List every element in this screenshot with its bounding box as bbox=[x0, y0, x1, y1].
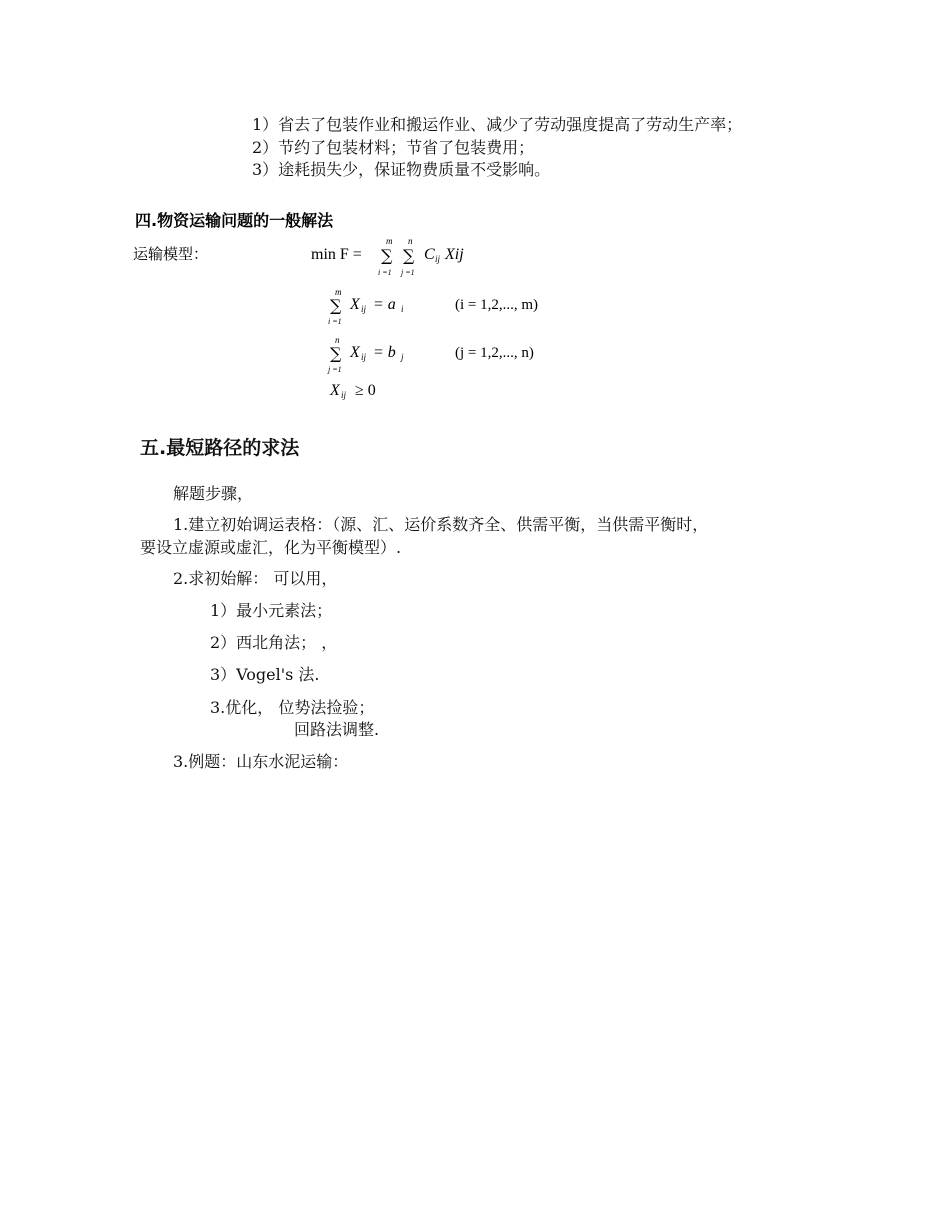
step1-line2: 要设立虚源或虚汇，化为平衡模型）. bbox=[140, 538, 402, 557]
sum-lower-i: i =1 bbox=[378, 268, 392, 277]
example-label: 3.例题：山东水泥运输： bbox=[173, 752, 349, 771]
step3-line1: 3.优化， 位势法捡验； bbox=[210, 698, 375, 717]
sum-lower-j: j =1 bbox=[328, 365, 342, 374]
c3-rhs: ≥ 0 bbox=[355, 382, 376, 399]
method-item-3: 3）Vogel's 法. bbox=[210, 665, 320, 684]
c1-rhs: = a bbox=[373, 296, 396, 313]
sum-upper-m: m bbox=[386, 236, 393, 246]
c1-expr: X bbox=[350, 296, 360, 313]
objective-tail: Xij bbox=[445, 246, 464, 263]
advantage-item-3: 3）途耗损失少，保证物费质量不受影响。 bbox=[252, 160, 551, 179]
sum-upper-n: n bbox=[408, 236, 413, 246]
c1-rhs-sub: i bbox=[401, 304, 404, 314]
advantage-item-1: 1）省去了包装作业和搬运作业、减少了劳动强度提高了劳动生产率； bbox=[252, 115, 743, 134]
c3-sub: ij bbox=[341, 390, 347, 400]
advantage-item-2: 2）节约了包装材料；节省了包装费用； bbox=[252, 138, 535, 157]
transport-model-figure bbox=[133, 206, 593, 406]
method-item-1: 1）最小元素法； bbox=[210, 601, 333, 620]
sigma-icon: ∑ bbox=[403, 246, 415, 265]
steps-label: 解题步骤， bbox=[173, 484, 254, 503]
sum-lower-j: j =1 bbox=[401, 268, 415, 277]
model-label: 运输模型： bbox=[133, 245, 209, 263]
sigma-icon: ∑ bbox=[330, 344, 342, 363]
step3-line2: 回路法调整. bbox=[294, 720, 380, 739]
section4-title: 四.物资运输问题的一般解法 bbox=[135, 211, 334, 230]
c3-expr: X bbox=[330, 382, 340, 399]
objective-sub: ij bbox=[435, 254, 441, 264]
sum-upper-m: m bbox=[335, 287, 342, 297]
method-item-2: 2）西北角法； ， bbox=[210, 633, 338, 652]
sum-lower-i: i =1 bbox=[328, 317, 342, 326]
objective-term: C bbox=[424, 246, 435, 263]
objective-lhs: min F = bbox=[311, 246, 362, 263]
c2-range: (j = 1,2,..., n) bbox=[455, 345, 534, 361]
step2: 2.求初始解： 可以用， bbox=[173, 569, 338, 588]
c2-rhs-sub: j bbox=[401, 352, 404, 362]
step1-line1: 1.建立初始调运表格：（源、汇、运价系数齐全、供需平衡，当供需平衡时， bbox=[173, 515, 709, 534]
section5-title: 五.最短路径的求法 bbox=[140, 437, 300, 459]
sigma-icon: ∑ bbox=[330, 296, 342, 315]
sum-upper-n: n bbox=[335, 335, 340, 345]
sigma-icon: ∑ bbox=[381, 246, 393, 265]
c2-expr: X bbox=[350, 344, 360, 361]
c2-rhs: = b bbox=[373, 344, 396, 361]
c2-sub: ij bbox=[361, 352, 367, 362]
c1-sub: ij bbox=[361, 304, 367, 314]
c1-range: (i = 1,2,..., m) bbox=[455, 297, 539, 313]
